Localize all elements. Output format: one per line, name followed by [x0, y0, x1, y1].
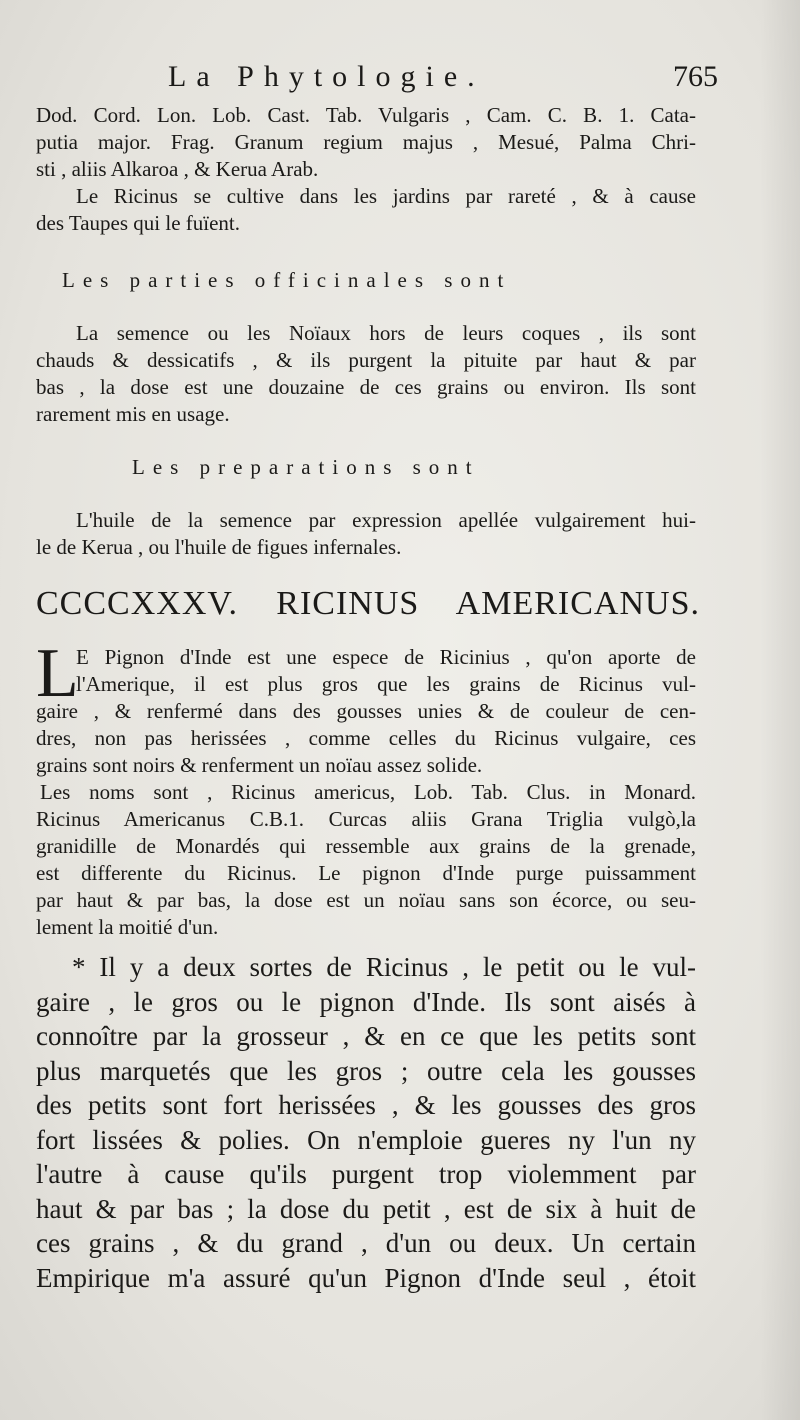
- section-heading-preparations: [132, 455, 480, 480]
- text-line: Les noms sont , Ricinus americus, Lob. Tab. Clus. in Monard.: [40, 780, 696, 804]
- page-gutter-shadow: [760, 0, 800, 1420]
- text-line: par haut & par bas, la dose est un noïau sans son écorce, ou seu-: [36, 888, 696, 912]
- text-line: des Taupes qui le fuïent.: [36, 211, 241, 235]
- text-line: haut & par bas ; la dose du petit , est de six à huit de: [36, 1193, 696, 1224]
- text-line: l'Amerique, il est plus gros que les grains de Ricinus vul-: [76, 672, 696, 696]
- text-line: des petits sont fort herissées , & les gousses des gros: [36, 1090, 696, 1120]
- note-paragraph: [36, 950, 696, 1295]
- text-line: connoître par la grosseur , & en ce que les petits sont: [36, 1021, 696, 1051]
- chapter-title: CCCCXXXV. RICINUS AMERICANUS.: [36, 585, 700, 622]
- text-line: granidille de Monardés qui ressemble aux grains de la grenade,: [36, 834, 696, 858]
- top-paragraph: [36, 102, 696, 237]
- text-line: l'autre à cause qu'ils purgent trop violemment par: [36, 1159, 696, 1189]
- text-line: putia major. Frag. Granum regium majus , Mesué, Palma Chri-: [36, 130, 696, 154]
- text-line: ces grains , & du grand , d'un ou deux. Un certain: [36, 1228, 696, 1258]
- text-line: Le Ricinus se cultive dans les jardins par rareté , & à cause: [76, 184, 696, 208]
- text-line: sti , aliis Alkaroa , & Kerua Arab.: [36, 157, 319, 181]
- text-line: chauds & dessicatifs , & ils purgent la pituite par haut & par: [36, 348, 696, 372]
- text-line: Dod. Cord. Lon. Lob. Cast. Tab. Vulgaris , Cam. C. B. 1. Cata-: [36, 103, 696, 127]
- text-line: gaire , & renfermé dans des gousses unies & de couleur de cen-: [36, 699, 696, 723]
- preparations-paragraph: [36, 507, 696, 561]
- text-line: gaire , le gros ou le pignon d'Inde. Ils sont aisés à: [36, 986, 696, 1017]
- heading-text: Les parties officinales sont: [62, 268, 512, 292]
- running-head: La Phytologie.: [168, 60, 485, 93]
- text-line: dres, non pas herissées , comme celles du Ricinus vulgaire, ces: [36, 726, 696, 750]
- text-line: Ricinus Americanus C.B.1. Curcas aliis Grana Triglia vulgò,la: [36, 807, 696, 831]
- text-line: E Pignon d'Inde est une espece de Ricinius , qu'on aporte de: [76, 645, 696, 669]
- text-line: La semence ou les Noïaux hors de leurs coques , ils sont: [76, 321, 696, 345]
- section-heading-officinales: [62, 268, 511, 293]
- text-line: Empirique m'a assuré qu'un Pignon d'Inde seul , étoit: [36, 1262, 696, 1293]
- drop-cap: L: [36, 635, 79, 712]
- heading-text: Les preparations sont: [132, 455, 480, 479]
- chapter-paragraph-1: [36, 635, 696, 779]
- page-number: 765: [673, 60, 718, 93]
- text-line: * Il y a deux sortes de Ricinus , le petit ou le vul-: [72, 952, 696, 982]
- chapter-paragraph-2: [36, 779, 696, 941]
- text-line: plus marquetés que les gros ; outre cela les gousses: [36, 1055, 696, 1086]
- text-line: grains sont noirs & renferment un noïau assez solide.: [36, 753, 483, 777]
- text-line: le de Kerua , ou l'huile de figues infernales.: [36, 535, 402, 559]
- text-line: rarement mis en usage.: [36, 402, 230, 426]
- page-header: [168, 60, 728, 104]
- text-line: fort lissées & polies. On n'emploie gueres ny l'un ny: [36, 1124, 696, 1155]
- text-line: bas , la dose est une douzaine de ces grains ou environ. Ils sont: [36, 375, 696, 399]
- text-line: est differente du Ricinus. Le pignon d'Inde purge puissamment: [36, 861, 696, 885]
- text-line: lement la moitié d'un.: [36, 915, 219, 939]
- text-line: L'huile de la semence par expression apellée vulgairement hui-: [76, 508, 696, 532]
- officinales-paragraph: [36, 320, 696, 428]
